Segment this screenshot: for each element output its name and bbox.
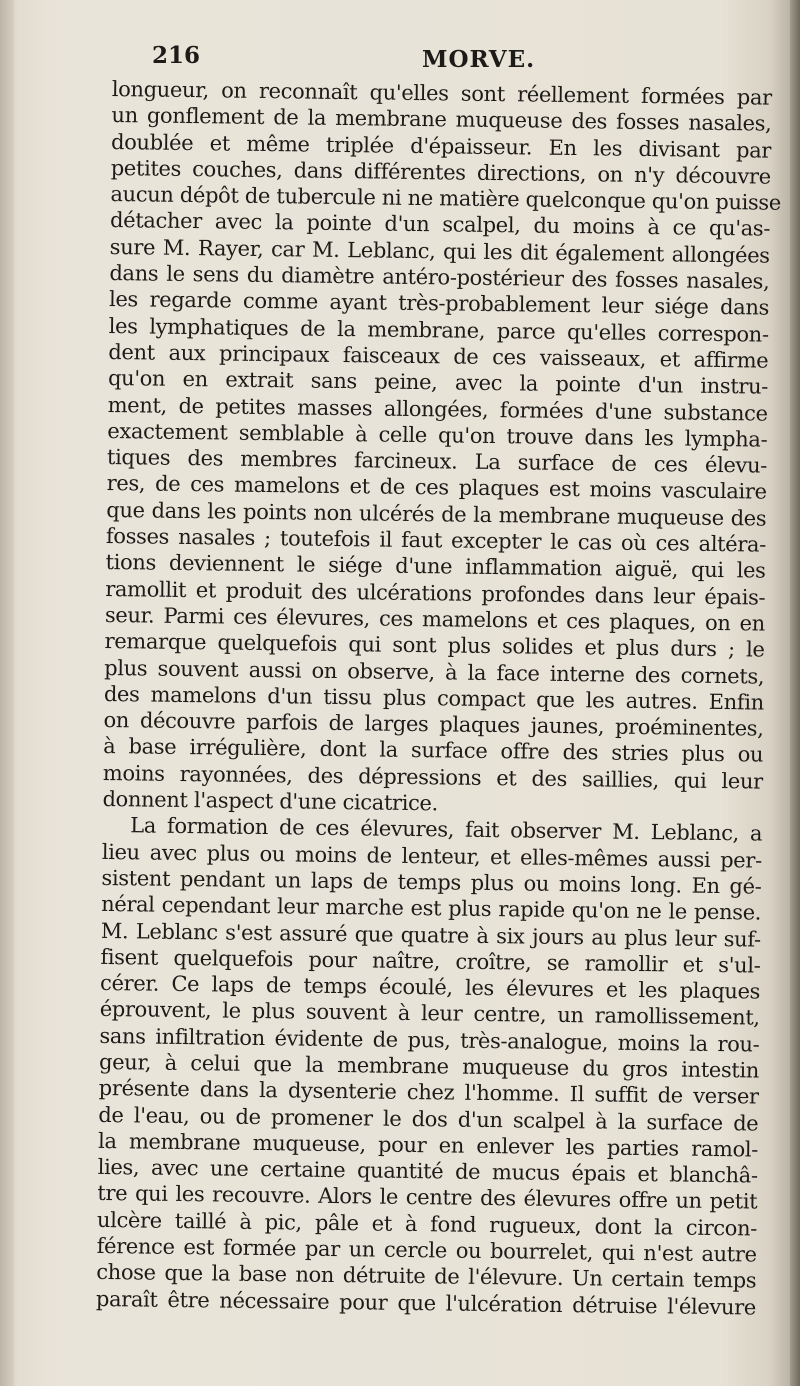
text-line: paraît être nécessaire pour que l'ulcération détruise l'élevure [95,1286,757,1320]
text-line: éprouvent, le plus souvent à leur centre, un ramollissement, [99,997,760,1030]
text-line: La formation de ces élevures, fait observer M. Leblanc, a [130,813,763,846]
text-line: doublée et même triplée d'épaisseur. En les divisant par [110,129,772,163]
text-line: sistent pendant un laps de temps plus ou moins long. En gé- [101,865,762,899]
text-line: chose que la base non détruite de l'élevure. Un certain temps [96,1260,757,1293]
text-line: lies, avec une certaine quantité de mucus épais et blanchâ- [97,1155,758,1188]
text-line: longueur, on reconnaît qu'elles sont réellement formées par [111,76,772,110]
running-title: MORVE. [422,46,536,73]
text-line: res, de ces mamelons et de ces plaques est moins vasculaire [106,471,767,505]
text-line: donnent l'aspect d'une cicatrice. [102,786,439,816]
text-line: plus souvent aussi on observe, à la face interne des cornets, [104,655,765,689]
body-text [95,76,782,1320]
page-number: 216 [152,42,201,69]
text-line: cérer. Ce laps de temps écoulé, les élevures et les plaques [99,971,761,1004]
text-line: les lymphatiques de la membrane, parce qu'elles correspon- [108,313,769,347]
text-line: la membrane muqueuse, pour en enlever les parties ramol- [97,1128,759,1162]
text-line: tiques des membres farcineux. La surface de ces élevu- [106,445,768,478]
text-line: on découvre parfois de larges plaques jaunes, proéminentes, [103,708,764,741]
page-header [152,42,772,82]
text-line: ramollit et produit des ulcérations profondes dans leur épais- [105,576,766,610]
text-line: qu'on en extrait sans peine, avec la pointe d'un instru- [107,366,769,399]
text-line: M. Leblanc s'est assuré que quatre à six jours au plus leur suf- [100,918,761,952]
text-line: dans le sens du diamètre antéro-postérieur des fosses nasales, [109,261,770,294]
text-line: exactement semblable à celle qu'on trouve dans les lympha- [107,418,768,452]
text-line: aucun dépôt de tubercule ni ne matière quelconque qu'on puisse [110,182,782,215]
text-line: des mamelons d'un tissu plus compact que les autres. Enfin [103,681,765,715]
text-line: remarque quelquefois qui sont plus solides et plus durs ; le [104,629,765,662]
text-line: détacher avec la pointe d'un scalpel, du moins à ce qu'as- [109,208,771,242]
text-line: sure M. Rayer, car M. Leblanc, qui les dit également allongées [109,234,770,268]
text-line: fisent quelquefois pour naître, croître, se ramollir et s'ul- [100,944,761,978]
text-line: tre qui les recouvre. Alors le centre des élevures offre un petit [97,1181,758,1215]
text-line: de l'eau, ou de promener le dos d'un scalpel à la surface de [98,1102,759,1136]
text-line: présente dans la dysenterie chez l'homme. Il suffit de verser [98,1076,759,1109]
text-line: moins rayonnées, des dépressions et des saillies, qui leur [102,760,763,794]
text-line: geur, à celui que la membrane muqueuse du gros intestin [98,1049,760,1083]
text-line: ment, de petites masses allongées, formées d'une substance [107,392,768,426]
text-line: lieu avec plus ou moins de lenteur, et elles-mêmes aussi per- [101,839,762,873]
book-spine-shadow [0,0,14,1386]
text-line: seur. Parmi ces élevures, ces mamelons et ces plaques, on en [104,602,766,636]
text-line: dent aux principaux faisceaux de ces vaisseaux, et affirme [108,339,769,373]
text-line: un gonflement de la membrane muqueuse des fosses nasales, [111,103,772,136]
text-line: férence est formée par un cercle ou bourrelet, qui n'est autre [96,1233,757,1267]
text-line: sans infiltration évidente de pus, très-analogue, moins la rou- [99,1023,760,1057]
text-line: néral cependant leur marche est plus rapide qu'on ne le pense. [101,892,762,925]
text-line: petites couches, dans différentes directions, on n'y découvre [110,155,771,189]
text-line: tions deviennent le siége d'une inflammation aiguë, qui les [105,550,766,583]
text-line: fosses nasales ; toutefois il faut excepter le cas où ces altéra- [105,524,767,557]
text-line: que dans les points non ulcérés de la membrane muqueuse des [106,497,767,531]
text-line: à base irrégulière, dont la surface offre des stries plus ou [103,734,764,768]
text-line: les regarde comme ayant très-probablement leur siége dans [108,287,770,320]
page-edge-shadow [790,0,800,1386]
text-line: ulcère taillé à pic, pâle et à fond rugueux, dont la circon- [96,1207,758,1241]
